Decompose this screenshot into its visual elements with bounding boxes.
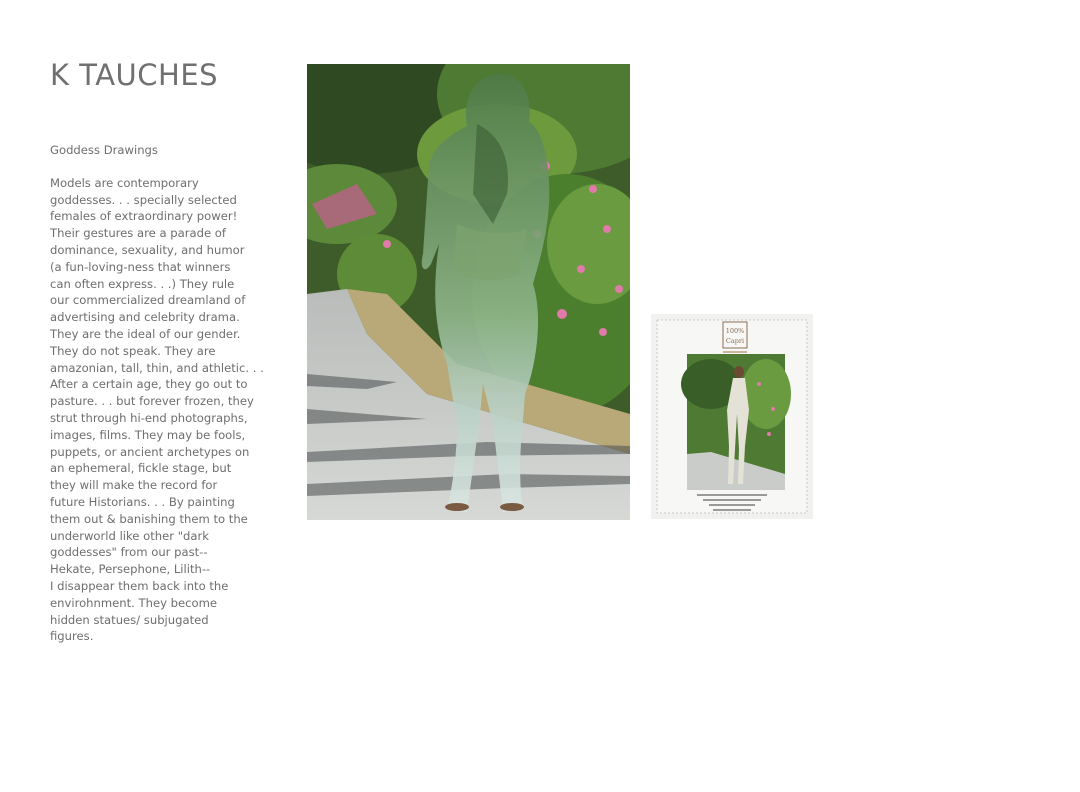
description-line: hidden statues/ subjugated: [50, 612, 209, 627]
description-line: goddesses" from our past--: [50, 545, 208, 560]
description-line: puppets, or ancient archetypes on: [50, 444, 250, 459]
description-line: I disappear them back into the: [50, 578, 229, 593]
goddess-drawing-main-image[interactable]: [307, 64, 630, 520]
description-line: amazonian, tall, thin, and athletic. . .: [50, 360, 264, 375]
description-line: envirohnment. They become: [50, 595, 218, 610]
site-title[interactable]: K TAUCHES: [50, 58, 219, 92]
description-line: females of extraordinary power!: [50, 209, 238, 224]
description-line: dominance, sexuality, and humor: [50, 242, 245, 257]
description-line: an ephemeral, fickle stage, but: [50, 461, 232, 476]
description-line: advertising and celebrity drama.: [50, 310, 240, 325]
goddess-painting-artwork: [307, 64, 630, 520]
gallery-description: [50, 142, 272, 645]
description-line: they will make the record for: [50, 478, 218, 493]
description-line: (a fun-loving-ness that winners: [50, 259, 231, 274]
description-line: They do not speak. They are: [50, 343, 216, 358]
source-photo-thumbnail[interactable]: [651, 314, 813, 519]
description-line: strut through hi-end photographs,: [50, 410, 248, 425]
description-line: pasture. . . but forever frozen, they: [50, 394, 254, 409]
description-body: [50, 175, 272, 645]
description-line: our commercialized dreamland of: [50, 293, 246, 308]
description-line: Their gestures are a parade of: [50, 226, 226, 241]
gallery-heading: Goddess Drawings: [50, 143, 158, 157]
description-line: future Historians. . . By painting: [50, 494, 235, 509]
description-line: underworld like other "dark: [50, 528, 209, 543]
logo-line-1: 100%: [725, 327, 745, 335]
description-line: images, films. They may be fools,: [50, 427, 246, 442]
description-line: Models are contemporary: [50, 175, 199, 190]
description-line: figures.: [50, 629, 94, 644]
magazine-page-thumbnail: [651, 314, 813, 519]
description-line: They are the ideal of our gender.: [50, 326, 241, 341]
logo-line-2: Capri: [725, 337, 745, 345]
description-line: goddesses. . . specially selected: [50, 192, 237, 207]
description-line: can often express. . .) They rule: [50, 276, 235, 291]
description-line: Hekate, Persephone, Lilith--: [50, 562, 211, 577]
description-line: After a certain age, they go out to: [50, 377, 248, 392]
description-line: them out & banishing them to the: [50, 511, 248, 526]
